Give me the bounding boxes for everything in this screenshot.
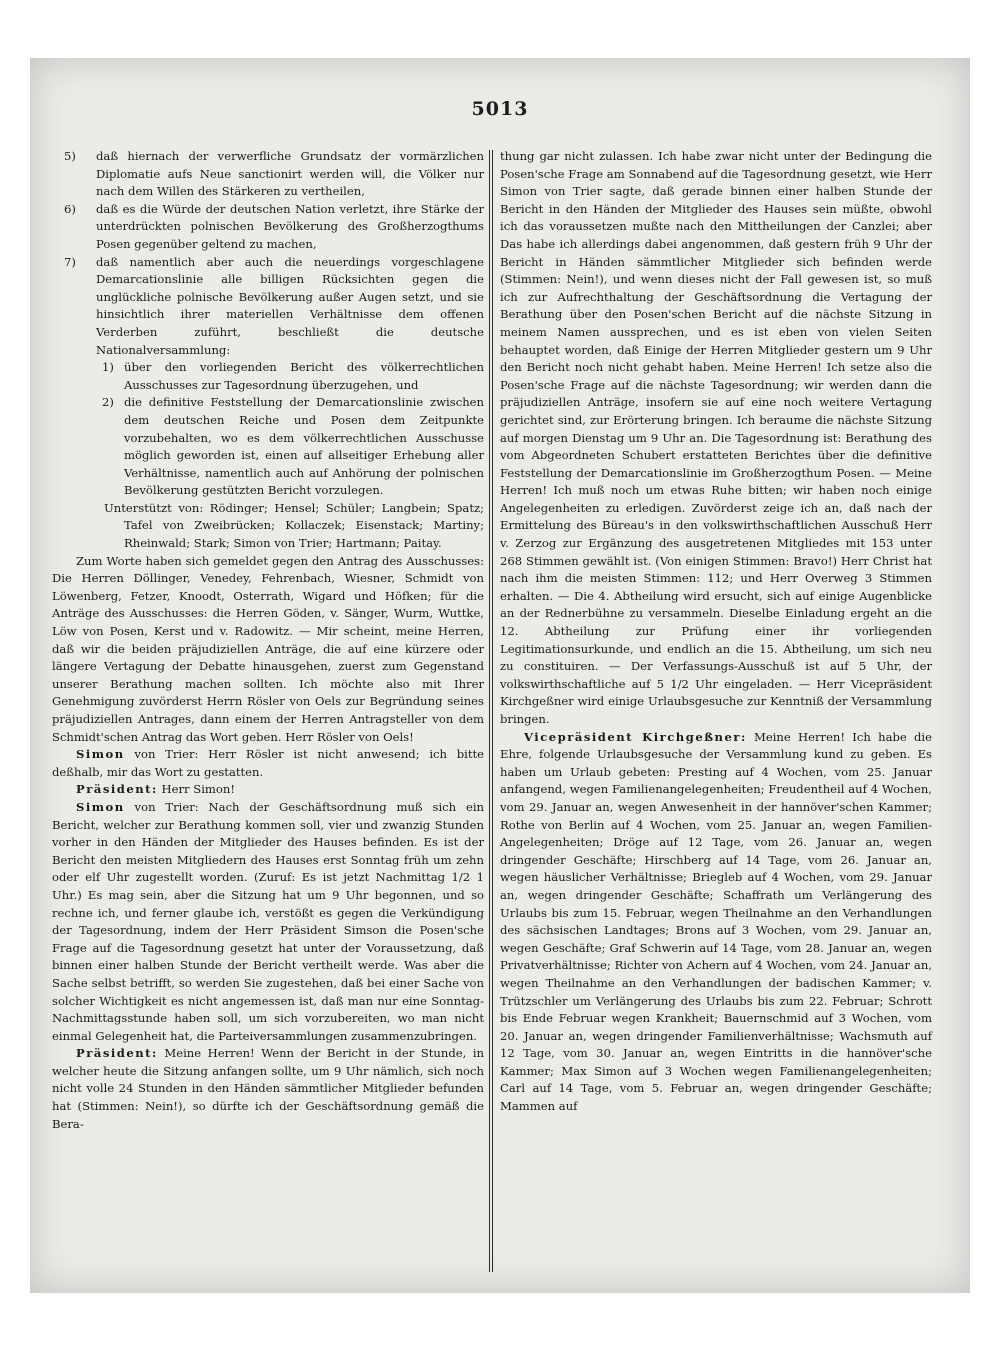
motion-item-6 [52, 201, 484, 254]
speech-text: Herr Simon! [157, 782, 236, 797]
speaker-name: Simon [76, 799, 125, 814]
speaker-name: Simon [76, 747, 125, 762]
item-number: 7) [64, 254, 76, 269]
speech-paragraph [500, 729, 932, 1116]
item-text: über den vorliegenden Bericht des völkerrechtlichen Ausschusses zur Tagesordnung überzugehen, und [124, 360, 484, 392]
supporters-list: Unterstützt von: Rödinger; Hensel; Schüler; Langbein; Spatz; Tafel von Zweibrücken; Kollaczek; Eisenstack; Martiny; Rheinwald; Stark; Simon von Trier; Hartmann; Paitay. [104, 500, 484, 551]
speech-paragraph [52, 1045, 484, 1133]
item-text: daß namentlich aber auch die neuerdings vorgeschlagene Demarcationslinie alle billigen Rücksichten gegen die unglückliche polnische Bevölkerung außer Augen setzt, und sie hinsichtlich ihrer materiellen Verhältnisse dem offenen Verderben zuführt, beschließt die deutsche Nationalversammlung: [96, 254, 484, 357]
item-number: 2) [102, 395, 114, 410]
item-text: die definitive Feststellung der Demarcationslinie zwischen dem deutschen Reiche und Posen dem Zeitpunkte vorzubehalten, wo es dem völkerrechtlichen Ausschusse möglich geworden ist, einen auf allseitiger Erhebung aller Verhältnisse, namentlich auch auf Anhörung der polnischen Bevölkerung gestützten Bericht vorzulegen. [124, 395, 484, 498]
motion-item-5 [52, 148, 484, 201]
item-text: daß hiernach der verwerfliche Grundsatz der vormärzlichen Diplomatie aufs Neue sanctionirt werden will, die Völker nur nach dem Willen des Stärkeren zu vertheilen, [96, 149, 484, 199]
paragraph: Zum Worte haben sich gemeldet gegen den Antrag des Ausschusses: Die Herren Döllinger, Venedey, Fehrenbach, Wiesner, Schmidt von Löwenberg, Fetzer, Knoodt, Osterrath, Wigard und Höfken; für die Anträge des Ausschusses: die Herren Göden, v. Sänger, Wurm, Wuttke, Löw von Posen, Kerst und v. Radowitz. — Mir scheint, meine Herren, daß wir die beiden präjudiziellen Anträge, die auf eine kürzere oder längere Vertagung der Debatte hinausgehen, zuerst zum Gegenstand unserer Berathung machen sollten. Ich möchte also mit Ihrer Genehmigung zuvörderst Herrn Rösler von Oels zur Begründung seines präjudiziellen Antrages, dann einem der Herren Antragsteller von dem Schmidt'schen Antrag das Wort geben. Herr Rösler von Oels! [52, 553, 484, 744]
right-column [500, 148, 932, 1116]
speaker-name: Vicepräsident Kirchgeßner: [524, 729, 747, 744]
speech-paragraph [52, 781, 484, 799]
item-text: daß es die Würde der deutschen Nation verletzt, ihre Stärke der unterdrückten polnischen Bevölkerung des Großherzogthums Posen gegenüber geltend zu machen, [96, 201, 484, 251]
speech-text: von Trier: Nach der Geschäftsordnung muß sich ein Bericht, welcher zur Berathung kommen soll, vier und zwanzig Stunden vorher in den Händen der Mitglieder des Hauses befinden. Es ist der Bericht den meisten Mitgliedern des Hauses erst Sonntag früh um zehn oder elf Uhr zugestellt worden. (Zuruf: Es ist jetzt Nachmittag 1/2 1 Uhr.) Es mag sein, aber die Sitzung hat um 9 Uhr begonnen, und so rechne ich, und ferner glaube ich, verstößt es gegen die Verkündigung der Tagesordnung, indem der Herr Präsident Simson die Posen'sche Frage auf die Tagesordnung gesetzt hat unter der Voraussetzung, daß binnen einer halben Stunde der Bericht vertheilt werde. Was aber die Sache selbst betrifft, so werden Sie zugestehen, daß bei einer Sache von solcher Wichtigkeit es nicht angemessen ist, daß man nur eine Sonntag-Nachmittagsstunde haben soll, um sich vorzubereiten, wo man nicht einmal Gelegenheit hat, die Parteiversammlungen zusammenzubringen. [52, 799, 484, 1043]
speech-text: Meine Herren! Wenn der Bericht in der Stunde, in welcher heute die Sitzung anfangen sollte, um 9 Uhr nämlich, sich noch nicht volle 24 Stunden in den Händen sämmtlicher Mitglieder befunden hat (Stimmen: Nein!), so dürfte ich der Geschäftsordnung gemäß die Bera- [52, 1046, 484, 1131]
resolution-item-1 [52, 359, 484, 394]
speech-text: Meine Herren! Ich habe die Ehre, folgende Urlaubsgesuche der Versammlung kund zu geben. Es haben um Urlaub gebeten: Presting auf 4 Wochen, vom 25. Januar anfangend, wegen Familienangelegenheiten; Freudentheil auf 4 Wochen, vom 29. Januar an, wegen Anwesenheit in der hannöver'schen Kammer; Rothe von Berlin auf 4 Wochen, vom 25. Januar an, wegen Familien-Angelegenheiten; Dröge auf 12 Tage, vom 26. Januar an, wegen dringender Geschäfte; Hirschberg auf 14 Tage, vom 26. Januar an, wegen häuslicher Verhältnisse; Briegleb auf 4 Wochen, vom 29. Januar an, wegen dringender Geschäfte; Schaffrath um Verlängerung des Urlaubs bis zum 15. Februar, wegen Theilnahme an den Verhandlungen des sächsischen Landtages; Brons auf 3 Wochen, vom 29. Januar an, wegen Geschäfte; Graf Schwerin auf 14 Tage, vom 28. Januar an, wegen Privatverhältnisse; Richter von Achern auf 4 Wochen, vom 24. Januar an, wegen Theilnahme an den Verhandlungen der badischen Kammer; v. Trützschler um Verlängerung des Urlaubs bis zum 22. Februar; Schrott bis Ende Februar wegen Krankheit; Bauernschmid auf 3 Wochen, vom 20. Januar an, wegen dringender Familienverhältnisse; Wachsmuth auf 12 Tage, vom 30. Januar an, wegen Eintritts in die hannöver'sche Kammer; Max Simon auf 3 Wochen wegen Familienangelegenheiten; Carl auf 14 Tage, vom 5. Februar an, wegen dringender Geschäfte; Mammen auf [500, 729, 933, 1114]
item-number: 6) [64, 201, 76, 216]
paragraph: thung gar nicht zulassen. Ich habe zwar nicht unter der Bedingung die Posen'sche Frage am Sonnabend auf die Tagesordnung gesetzt, wie Herr Simon von Trier sagte, daß gerade binnen einer halben Stunde der Bericht in den Händen der Mitglieder des Hauses sein müßte, obwohl ich das voraussetzen mußte nach den Mittheilungen der Canzlei; aber Das habe ich allerdings dabei angenommen, daß gestern früh 9 Uhr der Bericht in Händen sämmtlicher Mitglieder sich befinden werde (Stimmen: Nein!), und wenn dieses nicht der Fall gewesen ist, so muß ich zur Aufrechthaltung der Geschäftsordnung die Vertagung der Berathung über den Posen'schen Bericht auf die nächste Sitzung in meinem Namen aussprechen, und es ist eben von vielen Seiten behauptet worden, daß Einige der Herren Mitglieder gestern um 9 Uhr den Bericht noch nicht gehabt haben. Meine Herren! Ich setze also die Posen'sche Frage auf die nächste Tagesordnung; wir werden dann die präjudiziellen Anträge, insofern sie auf eine noch weitere Vertagung gerichtet sind, zur Erörterung bringen. Ich beraume die nächste Sitzung auf morgen Dienstag um 9 Uhr an. Die Tagesordnung ist: Berathung des vom Abgeordneten Schubert erstatteten Berichtes über die definitive Feststellung der Demarcationslinie im Großherzogthum Posen. — Meine Herren! Ich muß noch um etwas Ruhe bitten; wir haben noch einige Angelegenheiten zu erledigen. Zuvörderst zeige ich an, daß nach der Ermittelung des Büreau's in den volkswirthschaftlichen Ausschuß Herr v. Zerzog zur Ergänzung des ausgetretenen Mitgliedes mit 153 unter 268 Stimmen gewählt ist. (Von einigen Stimmen: Bravo!) Herr Christ hat nach ihm die meisten Stimmen: 112; und Herr Overweg 3 Stimmen erhalten. — Die 4. Abtheilung wird ersucht, sich auf einige Augenblicke an der Rednerbühne zu versammeln. Dieselbe Einladung ergeht an die 12. Abtheilung zur Prüfung einer ihr vorliegenden Legitimationsurkunde, und endlich an die 15. Abtheilung, um sich neu zu constituiren. — Der Verfassungs-Ausschuß ist auf 5 Uhr, der volkswirthschaftliche auf 5 1/2 Uhr eingeladen. — Herr Vicepräsident Kirchgeßner wird einige Urlaubsgesuche zur Kenntniß der Versammlung bringen. [500, 149, 932, 726]
item-number: 1) [102, 360, 114, 375]
item-number: 5) [64, 149, 76, 163]
speech-paragraph [52, 746, 484, 781]
document-page [30, 58, 970, 1293]
resolution-item-2 [52, 394, 484, 500]
speaker-name: Präsident: [76, 782, 158, 797]
column-divider [489, 150, 490, 1272]
speech-paragraph [52, 799, 484, 1045]
column-divider [492, 150, 493, 1272]
motion-item-7 [52, 254, 484, 360]
left-column [52, 148, 484, 1133]
speaker-name: Präsident: [76, 1046, 158, 1061]
speech-text: von Trier: Herr Rösler ist nicht anwesend; ich bitte deßhalb, mir das Wort zu gestatten. [52, 747, 484, 779]
page-number: 5013 [471, 98, 529, 120]
